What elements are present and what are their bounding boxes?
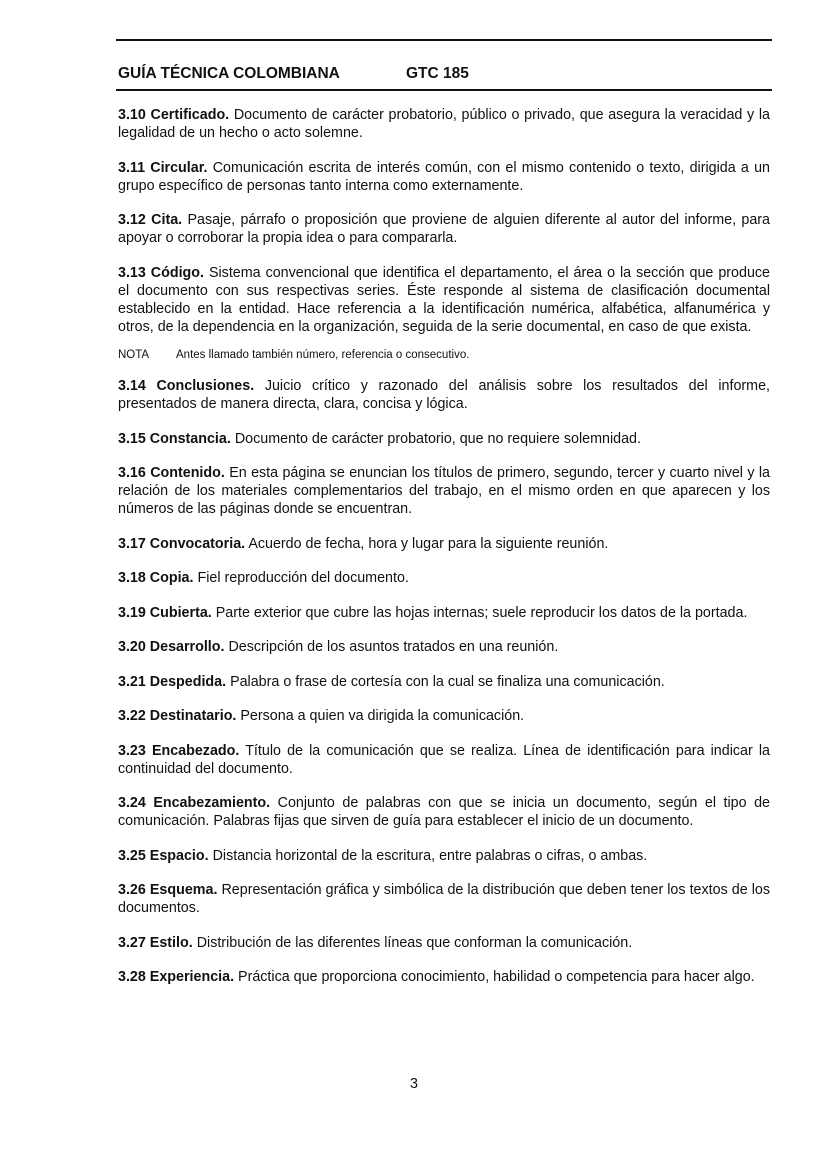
definition-text: Distribución de las diferentes líneas que conforman la comunicación. xyxy=(196,934,633,951)
definition-entry xyxy=(118,794,770,830)
definition-entry xyxy=(118,211,770,247)
note-label: NOTA xyxy=(118,349,150,361)
definition-entry xyxy=(118,673,770,691)
definition-text: Juicio crítico y razonado del análisis sobre los resultados del informe, presentados de manera directa, clara, concisa y lógica. xyxy=(118,378,771,412)
page-header xyxy=(118,65,772,83)
definition-term: 3.17 Convocatoria. xyxy=(118,535,246,552)
definition-entry xyxy=(118,934,770,952)
definition-term: 3.24 Encabezamiento. xyxy=(118,795,271,811)
definition-text: Documento de carácter probatorio, que no requiere solemnidad. xyxy=(234,430,641,447)
definition-text: Representación gráfica y simbólica de la distribución que deben tener los textos de los documentos. xyxy=(118,882,770,916)
definition-text: Conjunto de palabras con que se inicia un documento, según el tipo de comunicación. Palabras fijas que sirven de guía para establecer el inicio de un documento. xyxy=(118,795,770,829)
definitions-group-b xyxy=(118,377,770,986)
definition-text: Fiel reproducción del documento. xyxy=(197,570,409,586)
definition-text: Parte exterior que cubre las hojas internas; suele reproducir los datos de la portada. xyxy=(215,604,748,621)
definition-entry xyxy=(118,742,770,778)
definition-text: Distancia horizontal de la escritura, entre palabras o cifras, o ambas. xyxy=(212,847,648,864)
definition-entry xyxy=(118,535,770,553)
header-bottom-rule xyxy=(116,89,772,91)
definition-text: Pasaje, párrafo o proposición que proviene de alguien diferente al autor del informe, para apoyar o corroborar la propia idea o para compararla. xyxy=(118,212,770,246)
definition-term: 3.19 Cubierta. xyxy=(118,604,212,621)
definition-entry xyxy=(118,881,770,917)
definition-term: 3.15 Constancia. xyxy=(118,430,231,447)
definition-term: 3.11 Circular. xyxy=(118,159,208,176)
definition-text: Sistema convencional que identifica el departamento, el área o la sección que produce el documento con sus respectivas series. Éste responde al sistema de clasificación documental establecido en la entidad. Hace referencia a la identificación numérica, alfabética, alfanumérica y otros, de la dependencia en la organización, seguida de la serie documental, en caso de que exista. xyxy=(118,264,770,335)
definition-text: Comunicación escrita de interés común, con el mismo contenido o texto, dirigida a un grupo específico de personas tanto interna como externamente. xyxy=(118,159,770,194)
definition-text: Persona a quien va dirigida la comunicación. xyxy=(240,708,525,724)
document-code: GTC 185 xyxy=(406,65,469,82)
definition-term: 3.28 Experiencia. xyxy=(118,969,235,985)
definition-term: 3.20 Desarrollo. xyxy=(118,639,225,655)
definition-entry xyxy=(118,377,770,413)
definition-term: 3.21 Despedida. xyxy=(118,673,227,690)
definition-text: Descripción de los asuntos tratados en una reunión. xyxy=(228,639,559,655)
definitions-list xyxy=(118,106,770,1003)
page-number: 3 xyxy=(410,1076,418,1092)
definition-term: 3.22 Destinatario. xyxy=(118,708,237,724)
definition-term: 3.14 Conclusiones. xyxy=(118,378,255,394)
definition-entry xyxy=(118,159,770,195)
definition-term: 3.23 Encabezado. xyxy=(118,742,240,759)
header-top-rule xyxy=(116,39,772,41)
definition-entry xyxy=(118,638,770,656)
definition-entry xyxy=(118,847,770,865)
definition-entry xyxy=(118,264,770,336)
definition-term: 3.10 Certificado. xyxy=(118,107,230,123)
definition-text: Acuerdo de fecha, hora y lugar para la siguiente reunión. xyxy=(248,535,609,552)
definition-text: Título de la comunicación que se realiza. Línea de identificación para indicar la continuidad del documento. xyxy=(118,742,770,777)
definition-entry xyxy=(118,707,770,725)
note-text: Antes llamado también número, referencia o consecutivo. xyxy=(176,349,470,361)
definition-entry xyxy=(118,604,770,622)
definition-text: En esta página se enuncian los títulos de primero, segundo, tercer y cuarto nivel y la relación de los materiales complementarios del trabajo, en el mismo orden en que aparecen y los números de las páginas donde se encuentran. xyxy=(118,465,770,517)
definition-term: 3.25 Espacio. xyxy=(118,847,209,864)
definition-text: Documento de carácter probatorio, público o privado, que asegura la veracidad y la legalidad de un hecho o acto solemne. xyxy=(118,107,770,141)
definition-text: Práctica que proporciona conocimiento, habilidad o competencia para hacer algo. xyxy=(238,969,755,985)
definition-term: 3.16 Contenido. xyxy=(118,465,225,481)
definition-entry xyxy=(118,569,770,587)
definition-entry xyxy=(118,968,770,986)
definition-entry xyxy=(118,106,770,142)
definitions-group-a xyxy=(118,106,770,336)
definition-term: 3.13 Código. xyxy=(118,264,204,281)
definition-entry xyxy=(118,430,770,448)
document-title: GUÍA TÉCNICA COLOMBIANA xyxy=(118,65,340,82)
definition-term: 3.26 Esquema. xyxy=(118,882,218,898)
definition-term: 3.18 Copia. xyxy=(118,570,194,586)
note xyxy=(118,348,770,363)
definition-term: 3.27 Estilo. xyxy=(118,934,193,951)
definition-entry xyxy=(118,464,770,518)
definition-term: 3.12 Cita. xyxy=(118,212,183,228)
definition-text: Palabra o frase de cortesía con la cual se finaliza una comunicación. xyxy=(230,673,665,690)
